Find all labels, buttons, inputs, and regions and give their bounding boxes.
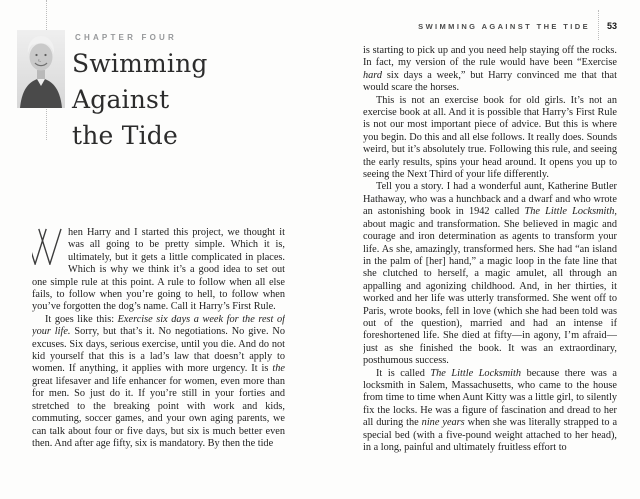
running-header-title: SWIMMING AGAINST THE TIDE bbox=[418, 21, 590, 31]
paragraph-text: This is not an exercise book for old girls. It’s not an exercise book at all. And it is possible that Harry’s First Rule is not our most important piece of advice. But this is where you begin. Do this and all else follows. It really does. Sounds weird, but it’s absolutely true. Following this rule, and seeing the early results, spins your head around. It opens you up to seeing the Next Third of your life differently. bbox=[363, 94, 617, 181]
chapter-title-line-2: Against bbox=[72, 85, 170, 114]
running-header bbox=[363, 8, 617, 42]
chapter-title-line-3: the Tide bbox=[72, 121, 178, 150]
drop-cap-w bbox=[32, 228, 63, 265]
chapter-title bbox=[72, 46, 208, 154]
paragraph-text: is starting to pick up and you need help staying off the rocks. In fact, my version of the rule would have been “Exercise hard six days a week,” but Harry convinced me that that would scare the horses. bbox=[363, 45, 617, 94]
paragraph bbox=[363, 181, 617, 367]
paragraph bbox=[363, 368, 617, 455]
paragraph-text: It goes like this: Exercise six days a week for the rest of your life. Sorry, but that’s it. No negotiations. No give. No excuses. Six days, serious exercise, until you die. And do not kid yourself that this is a lad’s law that doesn’t apply to women. If anything, it applies with more urgency. It is the great lifesaver and life enhancer for women, even more than for men. So just do it. If you’re still in your forties and stretched to the breaking point with work and kids, commuting, soccer games, and your own aging parents, we can talk about four or five days, but six is much better even then. And after age fifty, six is mandatory. By then the tide bbox=[32, 313, 285, 449]
paragraph bbox=[32, 314, 285, 450]
paragraph-opening bbox=[32, 227, 285, 314]
paragraph-text: hen Harry and I started this project, we thought it was all going to be pretty simple. Which it is, ultimately, but it gets a little complicated in places. Which is why we think it’s a good idea to set out one simple rule at this point. A rule to follow when all else fails, to follow when you’re going to hell, to follow when you’ve forgotten the dog’s name. Call it Harry’s First Rule. bbox=[32, 227, 285, 313]
chapter-title-line-1: Swimming bbox=[72, 49, 208, 78]
running-header-dotted-rule bbox=[598, 10, 599, 40]
paragraph-text: It is called The Little Locksmith because there was a locksmith in Salem, Massachusetts, who came to the house from time to time when Aunt Kitty was a little girl, to silently fix the locks. He was a figure of fascination and dread to her all during the nine years when she was literally strapped to a special bed (with a five-pound weight attached to her head), in a long, painful and ultimately fruitless effort to bbox=[363, 367, 617, 453]
author-photo bbox=[17, 30, 65, 108]
left-page-body bbox=[32, 227, 285, 455]
paragraph bbox=[363, 95, 617, 182]
paragraph-continuation bbox=[363, 45, 617, 95]
paragraph-text: Tell you a story. I had a wonderful aunt, Katherine Butler Hathaway, who was a hunchback and a dwarf and who wrote an astonishing book in 1942 called The Little Locksmith, about magic and transformation. She believed in magic and courage and iron determination as agents to transform your life. As she, amazingly, transformed hers. She had “an island in the palm of [her] hand,” a magic loop in the fate line that she clutched to herself, a magic amulet, all through an appalling and agonizing childhood. And, in her thirties, it worked and her life was utterly transformed. She went off to Paris, wrote books, fell in love (which she had been told was out of the question), married and had an intense if foreshortened life. She died at fifty—in agony, I’m afraid—just as she finished the book. It was an extraordinary, posthumous success. bbox=[363, 181, 617, 367]
page-number: 53 bbox=[606, 21, 617, 31]
chapter-kicker: CHAPTER FOUR bbox=[75, 33, 177, 42]
right-page-body bbox=[363, 45, 617, 457]
